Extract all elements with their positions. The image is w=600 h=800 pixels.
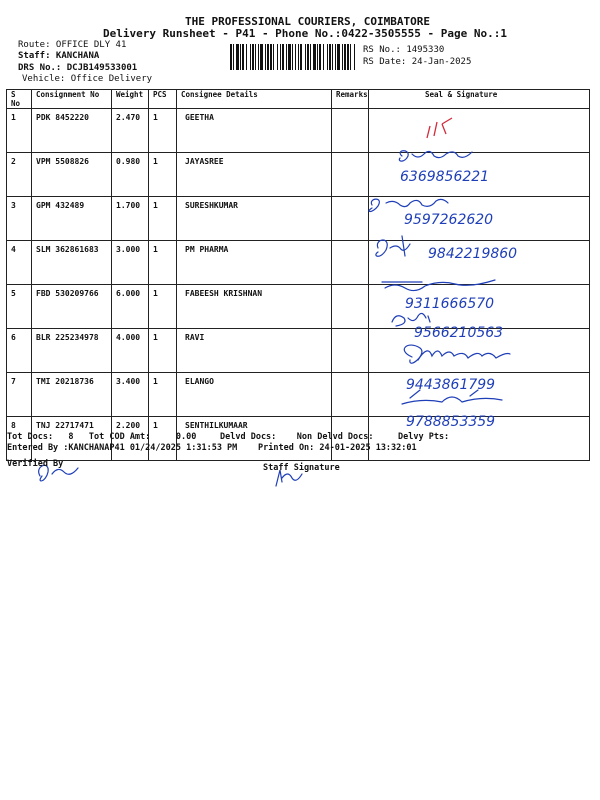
barcode [230,44,355,70]
cell-consignment: BLR 225234978 [32,329,112,373]
runsheet-title: Delivery Runsheet - P41 - Phone No.:0422-3505555 - Page No.:1 [103,27,507,40]
barcode-bar [305,44,306,70]
barcode-bar [230,44,232,70]
barcode-bar [252,44,254,70]
cell-pcs: 1 [149,417,177,461]
handwritten-mobile-number: 9443861799 [406,377,496,393]
delivery-table [6,89,590,461]
totals-line: Tot Docs: 8 Tot COD Amt: 0.00 [7,432,197,442]
cell-consignee: FABEESH KRISHNAN [177,285,332,329]
barcode-bar [282,44,284,70]
cell-consignment: GPM 432489 [32,197,112,241]
cell-signature [369,197,590,241]
drs-number: DRS No.: DCJB149533001 [18,63,138,73]
barcode-bar [313,44,316,70]
cell-remarks [332,373,369,417]
cell-remarks [332,109,369,153]
barcode-bar [332,44,333,70]
cell-remarks [332,329,369,373]
cell-remarks [332,197,369,241]
barcode-bar [286,44,287,70]
barcode-bar [233,44,234,70]
col-weight: Weight [112,90,149,109]
delivered-docs-line: Delvd Docs: Non Delvd Docs: [220,432,374,442]
company-name: THE PROFESSIONAL COURIERS, COIMBATORE [185,15,431,28]
cell-sno: 8 [7,417,32,461]
table-row [7,241,590,285]
cell-remarks [332,285,369,329]
barcode-bar [246,44,247,70]
cell-signature [369,109,590,153]
cell-sno: 6 [7,329,32,373]
cell-pcs: 1 [149,109,177,153]
cell-pcs: 1 [149,241,177,285]
rs-date: RS Date: 24-Jan-2025 [363,57,472,67]
barcode-bar [265,44,266,70]
entered-by: Entered By :KANCHANAP41 01/24/2025 1:31:53 PM [7,443,238,453]
cell-signature [369,285,590,329]
barcode-bar [292,44,293,70]
col-sno: S No [7,90,32,109]
barcode-graphic [230,44,355,70]
barcode-bar [307,44,309,70]
barcode-bar [270,44,272,70]
cell-pcs: 1 [149,329,177,373]
barcode-bar [342,44,343,70]
cell-consignee: PM PHARMA [177,241,332,285]
table-header-row [7,90,590,109]
cell-signature [369,329,590,373]
barcode-bar [310,44,311,70]
handwritten-mobile-number: 6369856221 [400,169,490,185]
table-row [7,109,590,153]
barcode-bar [277,44,278,70]
barcode-bar [255,44,256,70]
cell-remarks [332,241,369,285]
col-consignment: Consignment No [32,90,112,109]
barcode-bar [258,44,259,70]
barcode-bar [327,44,328,70]
cell-weight: 0.980 [112,153,149,197]
delivery-points: Delvy Pts: [398,432,450,442]
cell-weight: 6.000 [112,285,149,329]
col-remarks: Remarks [332,90,369,109]
cell-weight: 2.470 [112,109,149,153]
barcode-bar [335,44,336,70]
col-consignee: Consignee Details [177,90,332,109]
cell-signature [369,373,590,417]
cell-sno: 7 [7,373,32,417]
barcode-bar [242,44,244,70]
barcode-bar [288,44,291,70]
cell-consignee: GEETHA [177,109,332,153]
barcode-bar [317,44,318,70]
cell-weight: 1.700 [112,197,149,241]
cell-consignment: FBD 530209766 [32,285,112,329]
cell-consignee: SENTHILKUMAAR [177,417,332,461]
table-row [7,373,590,417]
table-row [7,329,590,373]
col-pcs: PCS [149,90,177,109]
staff-label: Staff: KANCHANA [18,51,100,61]
barcode-bar [273,44,274,70]
barcode-bar [350,44,351,70]
barcode-bar [240,44,241,70]
barcode-bar [344,44,346,70]
barcode-bar [250,44,251,70]
cell-pcs: 1 [149,197,177,241]
table-row [7,197,590,241]
col-signature: Seal & Signature [369,90,590,109]
cell-sno: 3 [7,197,32,241]
barcode-bar [267,44,269,70]
handwritten-mobile-number: 9311666570 [405,296,495,312]
table-row [7,153,590,197]
verified-by-label: Verified By [7,459,64,469]
cell-pcs: 1 [149,285,177,329]
barcode-bar [319,44,321,70]
barcode-bar [329,44,331,70]
cell-signature [369,241,590,285]
cell-consignee: ELANGO [177,373,332,417]
staff-signature-label: Staff Signature [263,463,340,473]
cell-consignee: SURESHKUMAR [177,197,332,241]
barcode-bar [337,44,340,70]
cell-consignee: JAYASREE [177,153,332,197]
barcode-bar [280,44,281,70]
cell-sno: 1 [7,109,32,153]
barcode-bar [300,44,302,70]
barcode-bar [347,44,349,70]
barcode-bar [298,44,299,70]
cell-consignment: TNJ 22717471 [32,417,112,461]
cell-sno: 4 [7,241,32,285]
handwritten-mobile-number: 9788853359 [406,414,496,430]
handwritten-mobile-number: 9566210563 [414,325,504,341]
cell-sno: 5 [7,285,32,329]
barcode-bar [323,44,324,70]
rs-number: RS No.: 1495330 [363,45,445,55]
barcode-bar [295,44,296,70]
printed-on: Printed On: 24-01-2025 13:32:01 [258,443,417,453]
cell-consignment: SLM 362861683 [32,241,112,285]
cell-remarks [332,153,369,197]
table-row [7,285,590,329]
cell-weight: 3.400 [112,373,149,417]
cell-consignee: RAVI [177,329,332,373]
cell-signature [369,153,590,197]
barcode-bar [354,44,355,70]
cell-pcs: 1 [149,153,177,197]
barcode-bar [260,44,263,70]
cell-pcs: 1 [149,373,177,417]
handwritten-mobile-number: 9597262620 [404,212,494,228]
handwritten-mobile-number: 9842219860 [428,246,518,262]
cell-weight: 3.000 [112,241,149,285]
route-label: Route: OFFICE DLY 41 [18,40,127,50]
cell-consignment: PDK 8452220 [32,109,112,153]
cell-sno: 2 [7,153,32,197]
cell-consignment: TMI 20218736 [32,373,112,417]
barcode-bar [236,44,239,70]
vehicle-label: Vehicle: Office Delivery [22,74,153,84]
cell-weight: 2.200 [112,417,149,461]
cell-consignment: VPM 5508826 [32,153,112,197]
cell-weight: 4.000 [112,329,149,373]
